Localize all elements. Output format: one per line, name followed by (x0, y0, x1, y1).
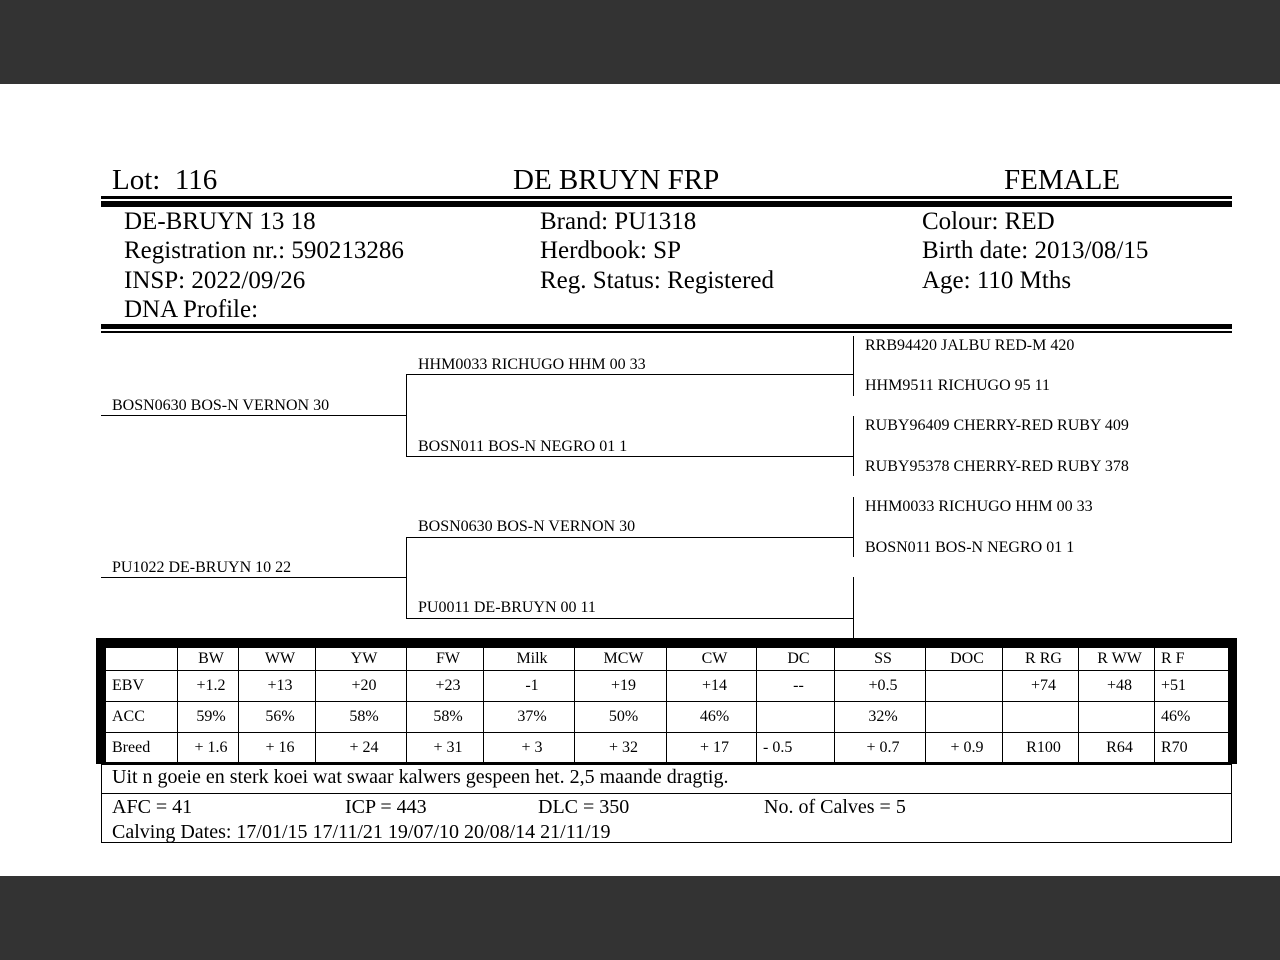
breed-cell: - 0.5 (757, 733, 835, 763)
acc-cell: 37% (484, 702, 575, 733)
breed-cell: + 24 (316, 733, 407, 763)
dam-line (101, 577, 407, 578)
header-rule-thick (101, 201, 1232, 207)
ebv-header-rww: R WW (1079, 648, 1155, 671)
ebv-header-ss: SS (835, 648, 926, 671)
sd-branch (853, 416, 854, 476)
pedigree-sire: BOSN0630 BOS-N VERNON 30 (112, 397, 330, 414)
dd-branch (853, 577, 854, 639)
pedigree-ss-dam: HHM9511 RICHUGO 95 11 (865, 377, 1051, 394)
ebv-row (106, 671, 1229, 702)
header-rule-thin (101, 196, 1232, 199)
ebv-table (105, 647, 1229, 763)
herdbook: Herdbook: SP (540, 237, 681, 264)
pedigree-ds-sire: HHM0033 RICHUGO HHM 00 33 (865, 498, 1093, 515)
pedigree-dam-dam: PU0011 DE-BRUYN 00 11 (418, 599, 596, 616)
breed-cell: R100 (1003, 733, 1079, 763)
ebv-header-cell (106, 648, 178, 671)
ebv-cell (926, 671, 1003, 702)
ebv-header-yw: YW (316, 648, 407, 671)
ebv-cell: +1.2 (178, 671, 239, 702)
lot-number: 116 (174, 164, 218, 196)
breed-row-label: Breed (106, 733, 178, 763)
ebv-header-dc: DC (757, 648, 835, 671)
acc-cell (757, 702, 835, 733)
pedigree-sire-sire: HHM0033 RICHUGO HHM 00 33 (418, 356, 646, 373)
breed-cell: + 0.9 (926, 733, 1003, 763)
acc-cell: 58% (407, 702, 484, 733)
acc-cell: 32% (835, 702, 926, 733)
icp-value: ICP = 443 (345, 796, 427, 818)
acc-cell (926, 702, 1003, 733)
ebv-cell: +51 (1155, 671, 1229, 702)
pedigree-sire-dam: BOSN011 BOS-N NEGRO 01 1 (418, 438, 628, 455)
ebv-cell: +0.5 (835, 671, 926, 702)
top-letterbox-bar (0, 0, 1280, 84)
colour: Colour: RED (922, 208, 1055, 235)
ebv-header-doc: DOC (926, 648, 1003, 671)
afc-value: AFC = 41 (112, 796, 193, 818)
ebv-cell: +48 (1079, 671, 1155, 702)
ebv-cell: +23 (407, 671, 484, 702)
pedigree-dam-sire: BOSN0630 BOS-N VERNON 30 (418, 518, 636, 535)
breed-cell: + 32 (575, 733, 667, 763)
breed-row (106, 733, 1229, 763)
comment-text: Uit n goeie en sterk koei wat swaar kalwers gespeen het. 2,5 maande dragtig. (112, 766, 729, 788)
dlc-value: DLC = 350 (538, 796, 630, 818)
ebv-header-bw: BW (178, 648, 239, 671)
sex-label: FEMALE (1004, 164, 1120, 196)
ebv-header-mcw: MCW (575, 648, 667, 671)
calving-dates: Calving Dates: 17/01/15 17/11/21 19/07/10 20/08/14 21/11/19 (112, 821, 611, 843)
acc-cell: 56% (239, 702, 316, 733)
bottom-letterbox-bar (0, 876, 1280, 960)
registration-number: Registration nr.: 590213286 (124, 237, 404, 264)
breed-cell: R70 (1155, 733, 1229, 763)
breed-cell: + 0.7 (835, 733, 926, 763)
ebv-header-milk: Milk (484, 648, 575, 671)
sire-branch (406, 374, 407, 457)
sire-dam-line (406, 456, 854, 457)
acc-cell: 46% (667, 702, 757, 733)
birth-date: Birth date: 2013/08/15 (922, 237, 1149, 264)
ss-branch (853, 336, 854, 396)
breeder-name: DE BRUYN FRP (513, 164, 720, 196)
dna-profile: DNA Profile: (124, 296, 259, 323)
info-rule-thin (101, 331, 1232, 333)
breed-cell: + 1.6 (178, 733, 239, 763)
dam-sire-line (406, 537, 854, 538)
ebv-cell: +13 (239, 671, 316, 702)
breed-cell: + 31 (407, 733, 484, 763)
acc-cell: 58% (316, 702, 407, 733)
acc-cell: 50% (575, 702, 667, 733)
ebv-row-label: EBV (106, 671, 178, 702)
comment-divider (102, 793, 1231, 794)
sire-line (101, 415, 407, 416)
ebv-header-rf: R F (1155, 648, 1229, 671)
acc-row-label: ACC (106, 702, 178, 733)
ebv-header-rrg: R RG (1003, 648, 1079, 671)
ebv-cell: +20 (316, 671, 407, 702)
acc-row (106, 702, 1229, 733)
ebv-cell: +19 (575, 671, 667, 702)
age: Age: 110 Mths (922, 267, 1072, 294)
sire-sire-line (406, 374, 854, 375)
breed-cell: + 16 (239, 733, 316, 763)
breed-cell: + 3 (484, 733, 575, 763)
brand: Brand: PU1318 (540, 208, 697, 235)
pedigree-ds-dam: BOSN011 BOS-N NEGRO 01 1 (865, 539, 1075, 556)
info-rule-thick (101, 324, 1232, 329)
pedigree-dam: PU1022 DE-BRUYN 10 22 (112, 559, 292, 576)
lot-label-text: Lot: (112, 164, 161, 196)
acc-cell (1003, 702, 1079, 733)
calves-count: No. of Calves = 5 (764, 796, 906, 818)
acc-cell (1079, 702, 1155, 733)
ds-branch (853, 497, 854, 557)
ebv-cell: -- (757, 671, 835, 702)
breed-cell: R64 (1079, 733, 1155, 763)
pedigree-sd-sire: RUBY96409 CHERRY-RED RUBY 409 (865, 417, 1129, 434)
ebv-cell: -1 (484, 671, 575, 702)
pedigree-ss-sire: RRB94420 JALBU RED-M 420 (865, 337, 1075, 354)
acc-cell: 46% (1155, 702, 1229, 733)
ebv-header-row (106, 648, 1229, 671)
dam-branch (406, 537, 407, 619)
ebv-cell: +14 (667, 671, 757, 702)
ebv-header-fw: FW (407, 648, 484, 671)
ebv-header-cw: CW (667, 648, 757, 671)
pedigree-sd-dam: RUBY95378 CHERRY-RED RUBY 378 (865, 458, 1129, 475)
animal-name: DE-BRUYN 13 18 (124, 208, 316, 235)
registration-status: Reg. Status: Registered (540, 267, 774, 294)
inspection-date: INSP: 2022/09/26 (124, 267, 306, 294)
lot-label (112, 165, 217, 195)
acc-cell: 59% (178, 702, 239, 733)
dam-dam-line (406, 618, 854, 619)
ebv-header-ww: WW (239, 648, 316, 671)
breed-cell: + 17 (667, 733, 757, 763)
ebv-cell: +74 (1003, 671, 1079, 702)
